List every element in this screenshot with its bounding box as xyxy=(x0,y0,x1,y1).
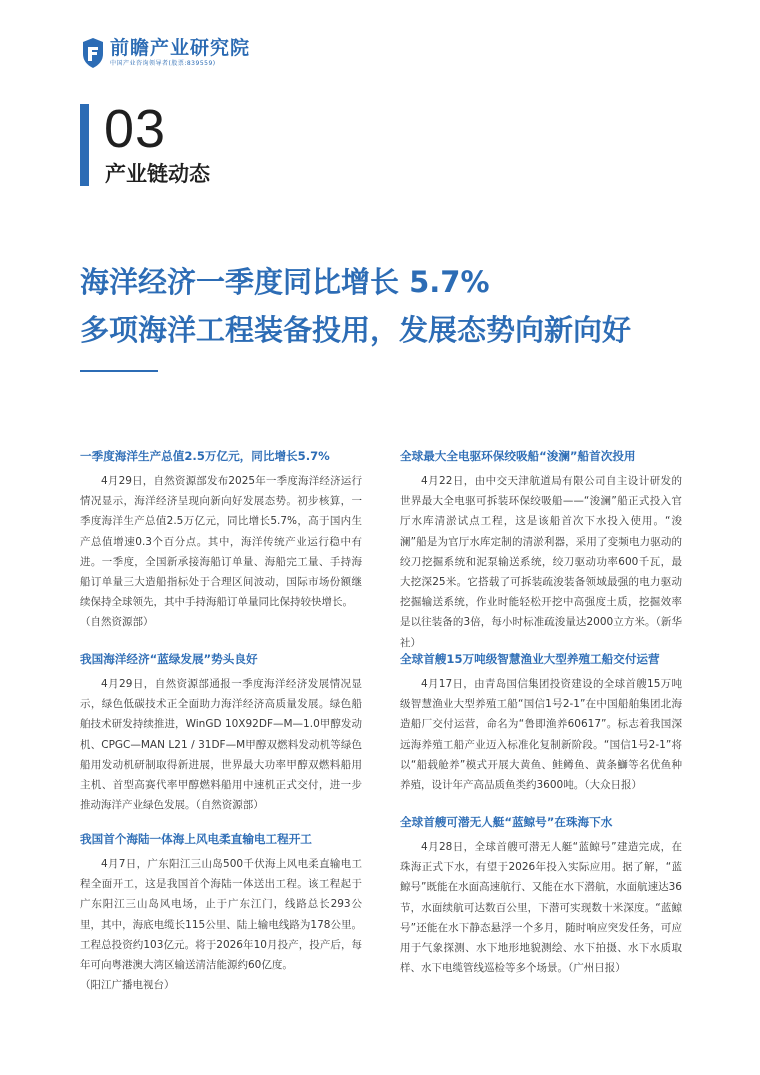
brand-name: 前瞻产业研究院 xyxy=(110,37,251,59)
section-title: 产业链动态 xyxy=(105,162,210,186)
article-title: 我国海洋经济“蓝绿发展”势头良好 xyxy=(80,652,258,666)
brand-logo xyxy=(80,38,250,68)
article-body: 4月28日，全球首艘可潜无人艇“蓝鲸号”建造完成，在珠海正式下水，有望于2026年投入实际应用。据了解，“蓝鲸号”既能在水面高速航行、又能在水下潜航，水面航速达36节，水面续航可达数百公里，下潜可实现数十米深度。“蓝鲸号”还能在水下静态悬浮一个多月，随时响应突发任务，可应用于气象探测、水下地形地貌测绘、水下拍摄、水下水质取样、水下电缆管线巡检等多个场景。（广州日报） xyxy=(400,841,682,975)
article-offshore-wind xyxy=(80,830,362,995)
headline-line-1: 海洋经济一季度同比增长 5.7% xyxy=(80,265,490,299)
article-aquaculture-ship xyxy=(400,650,682,795)
brand-tagline: 中国产业咨询领导者(股票:839559) xyxy=(110,60,216,67)
article-body: 4月29日，自然资源部通报一季度海洋经济发展情况显示，绿色低碳技术正全面助力海洋经济高质量发展。绿色船舶技术研发持续推进，WinGD 10X92DF—M—1.0甲醇发动机、CPGC—MAN L21 / 31DF—M甲醇双燃料发动机等绿色船用发动机研制取得新进展，世界最大功率甲醇双燃料船用主机、首型高赛代率甲醇燃料船用中速机正式交付，进一步推动海洋产业绿色发展。（自然资源部） xyxy=(80,678,362,812)
article-title: 我国首个海陆一体海上风电柔直输电工程开工 xyxy=(80,832,312,846)
article-ocean-gdp xyxy=(80,447,362,632)
article-body: 4月17日，由青岛国信集团投资建设的全球首艘15万吨级智慧渔业大型养殖工船“国信1号2-1”在中国船舶集团北海造船厂交付运营，命名为“鲁即渔养60617”。标志着我国深远海养殖工船产业迈入标准化复制新阶段。“国信1号2-1”将以“船载舱养”模式开展大黄鱼、鲑鳟鱼、黄条鰤等名优鱼种养殖，设计年产高品质鱼类约3600吨。（大众日报） xyxy=(400,678,682,792)
article-title: 一季度海洋生产总值2.5万亿元，同比增长5.7% xyxy=(80,449,330,463)
article-source: （阳江广播电视台） xyxy=(80,979,175,992)
article-title: 全球首艘可潜无人艇“蓝鲸号”在珠海下水 xyxy=(400,815,613,829)
logo-mark-icon xyxy=(80,38,106,68)
section-number: 03 xyxy=(104,99,167,159)
article-title: 全球最大全电驱环保绞吸船“浚澜”船首次投用 xyxy=(400,449,636,463)
article-body: 4月7日，广东阳江三山岛500千伏海上风电柔直输电工程全面开工，这是我国首个海陆一体送出工程。该工程起于广东阳江三山岛风电场，止于广东江门，线路总长293公里，其中，海底电缆长115公里、陆上输电线路为178公里。工程总投资约103亿元。将于2026年10月投产，投产后，每年可向粤港澳大湾区输送清洁能源约60亿度。 xyxy=(80,858,362,972)
headline-line-2: 多项海洋工程装备投用，发展态势向新向好 xyxy=(80,313,632,347)
article-submersible-usv xyxy=(400,813,682,978)
article-body: 4月29日，自然资源部发布2025年一季度海洋经济运行情况显示，海洋经济呈现向新向好发展态势。初步核算，一季度海洋生产总值2.5万亿元，同比增长5.7%，高于国内生产总值增速0.3个百分点。其中，海洋传统产业运行稳中有进。一季度，全国新承接海船订单量、海船完工量、手持海船订单量三大造船指标处于合理区间波动，国际市场份额继续保持全球领先，其中手持海船订单量同比保持较快增长。 xyxy=(80,475,362,609)
article-title: 全球首艘15万吨级智慧渔业大型养殖工船交付运营 xyxy=(400,652,660,666)
article-blue-green xyxy=(80,650,362,815)
headline-divider xyxy=(80,370,158,372)
article-body: 4月22日，由中交天津航道局有限公司自主设计研发的世界最大全电驱可拆装环保绞吸船——“浚澜”船正式投入官厅水库清淤试点工程，这是该船首次下水投入使用。“浚澜”船是为官厅水库定制的清淤利器，采用了变频电力驱动的绞刀挖掘系统和泥泵输送系统，绞刀驱动功率600千瓦，最大挖深25米。它搭载了可拆装疏浚装备领域最强的电力驱动挖掘输送系统，作业时能轻松开挖中高强度土质，挖掘效率是以往装备的3倍，每小时标准疏浚量达2000立方米。（新华社） xyxy=(400,475,682,649)
section-accent-bar xyxy=(80,104,89,186)
article-source: （自然资源部） xyxy=(80,616,154,629)
article-dredger xyxy=(400,447,682,653)
